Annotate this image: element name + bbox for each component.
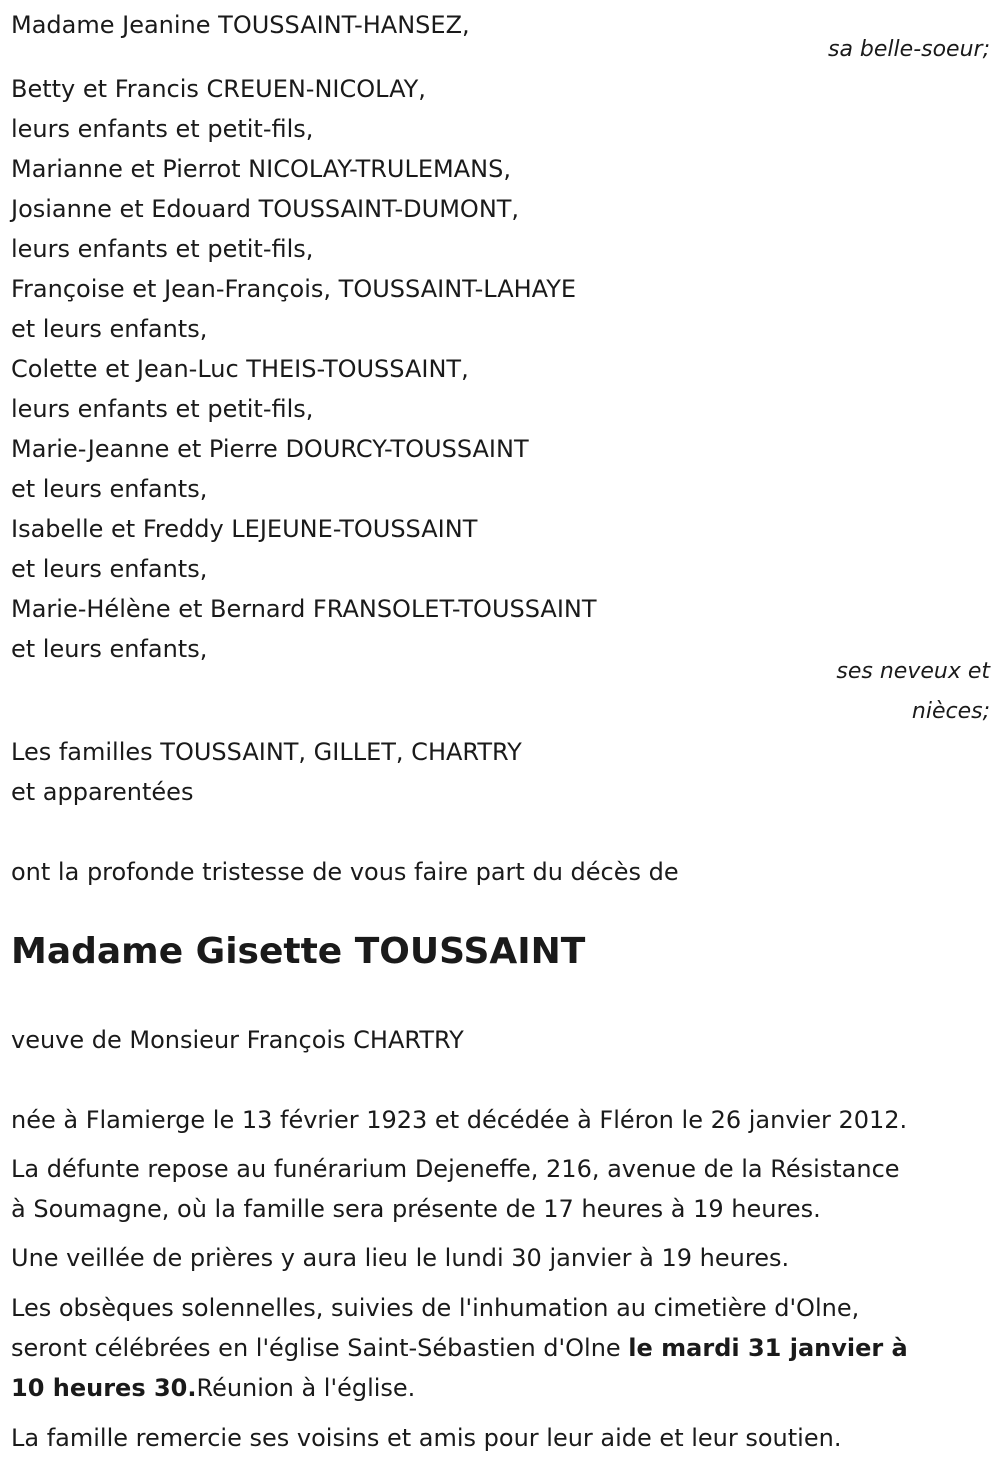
family-line: Madame Jeanine TOUSSAINT-HANSEZ, <box>11 11 470 39</box>
family-line: Isabelle et Freddy LEJEUNE-TOUSSAINT <box>11 515 478 543</box>
family-line: leurs enfants et petit-fils, <box>11 395 314 423</box>
widow-of-text: veuve de Monsieur François CHARTRY <box>11 1026 464 1054</box>
relationship-label: ses neveux et <box>836 659 990 684</box>
family-line: Colette et Jean-Luc THEIS-TOUSSAINT, <box>11 355 469 383</box>
family-line: Marie-Jeanne et Pierre DOURCY-TOUSSAINT <box>11 435 529 463</box>
family-line: Françoise et Jean-François, TOUSSAINT-LAHAYE <box>11 275 577 303</box>
thanks-text: La famille remercie ses voisins et amis pour leur aide et leur soutien. <box>11 1424 842 1452</box>
funeral-text: Les obsèques solennelles, suivies de l'inhumation au cimetière d'Olne, <box>11 1294 860 1322</box>
repose-text: La défunte repose au funérarium Dejeneffe, 216, avenue de la Résistance <box>11 1155 900 1183</box>
relationship-label: nièces; <box>911 699 990 724</box>
funeral-text <box>11 1373 415 1403</box>
family-line: et leurs enfants, <box>11 315 208 343</box>
family-line: leurs enfants et petit-fils, <box>11 115 314 143</box>
funeral-text <box>11 1333 908 1363</box>
birth-death-text: née à Flamierge le 13 février 1923 et décédée à Fléron le 26 janvier 2012. <box>11 1106 908 1134</box>
family-line: Betty et Francis CREUEN-NICOLAY, <box>11 75 426 103</box>
repose-text: à Soumagne, où la famille sera présente de 17 heures à 19 heures. <box>11 1195 821 1223</box>
funeral-date-bold: le mardi 31 janvier à <box>628 1334 908 1362</box>
family-line: Les familles TOUSSAINT, GILLET, CHARTRY <box>11 738 522 766</box>
funeral-time-bold: 10 heures 30. <box>11 1374 197 1402</box>
family-line: et leurs enfants, <box>11 475 208 503</box>
family-line: Marianne et Pierrot NICOLAY-TRULEMANS, <box>11 155 511 183</box>
family-line: et apparentées <box>11 778 194 806</box>
family-line: et leurs enfants, <box>11 555 208 583</box>
family-line: Marie-Hélène et Bernard FRANSOLET-TOUSSAINT <box>11 595 597 623</box>
announcement-text: ont la profonde tristesse de vous faire part du décès de <box>11 858 679 886</box>
family-line: et leurs enfants, <box>11 635 208 663</box>
vigil-text: Une veillée de prières y aura lieu le lundi 30 janvier à 19 heures. <box>11 1244 790 1272</box>
relationship-label: sa belle-soeur; <box>828 37 990 62</box>
funeral-text-normal: Réunion à l'église. <box>196 1374 416 1402</box>
funeral-text-normal: seront célébrées en l'église Saint-Sébastien d'Olne <box>11 1334 629 1362</box>
family-line: Josianne et Edouard TOUSSAINT-DUMONT, <box>11 195 520 223</box>
deceased-name: Madame Gisette TOUSSAINT <box>11 931 586 972</box>
family-line: leurs enfants et petit-fils, <box>11 235 314 263</box>
